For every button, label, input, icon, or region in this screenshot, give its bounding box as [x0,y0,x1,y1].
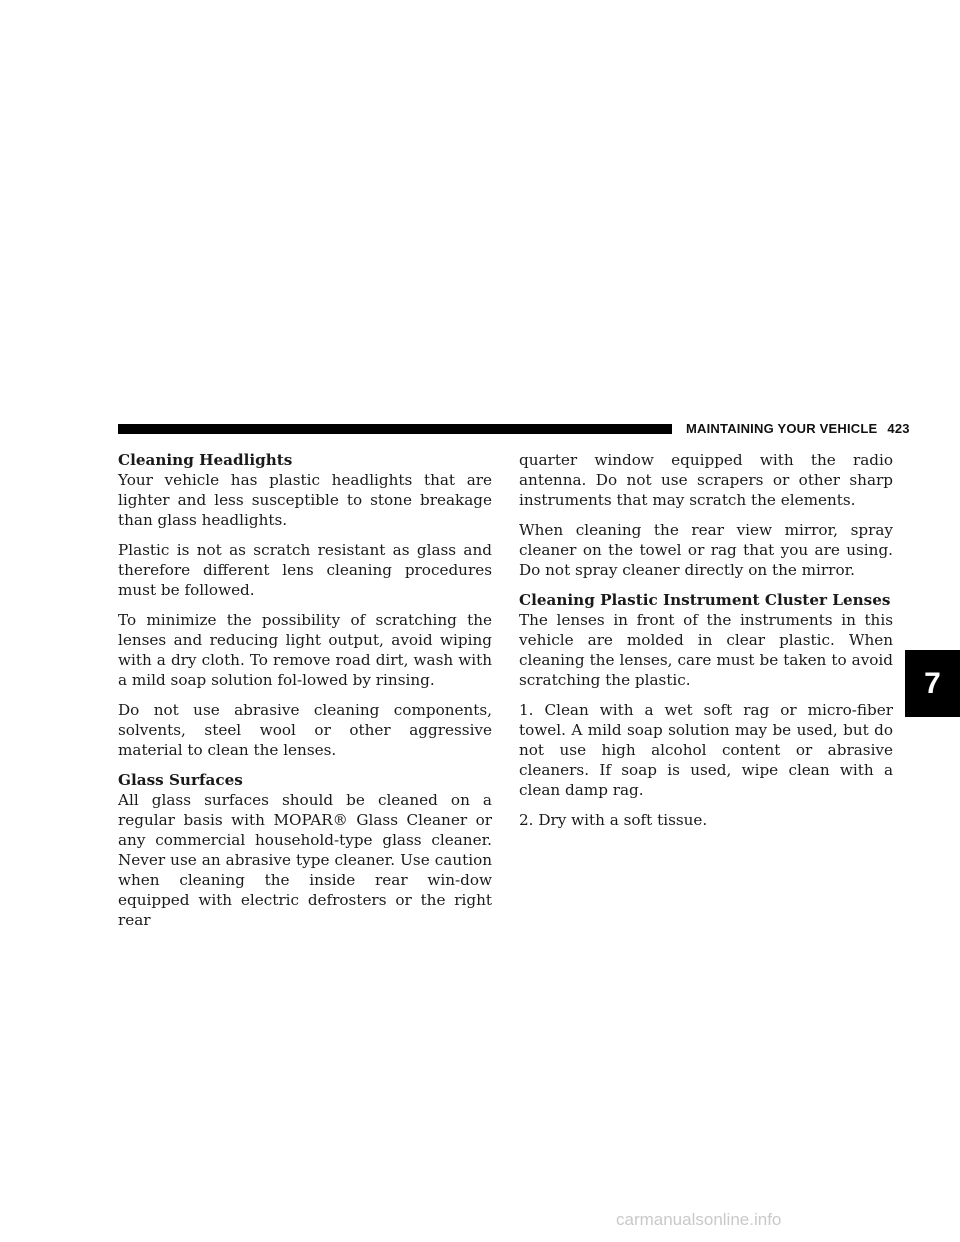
paragraph: Plastic is not as scratch resistant as glass and therefore different lens cleaning procedures must be followed. [118,541,492,599]
paragraph: The lenses in front of the instruments in this vehicle are molded in clear plastic. When cleaning the lenses, care must be taken to avoid scratching the plastic. [519,611,893,689]
heading-cleaning-plastic-lenses: Cleaning Plastic Instrument Cluster Lenses [519,591,891,609]
paragraph: 2. Dry with a soft tissue. [519,811,708,829]
left-column [118,450,492,940]
paragraph: 1. Clean with a wet soft rag or micro-fiber towel. A mild soap solution may be used, but do not use high alcohol content or abrasive cleaners. If soap is used, wipe clean with a clean damp rag. [519,701,893,799]
paragraph: To minimize the possibility of scratching the lenses and reducing light output, avoid wiping with a dry cloth. To remove road dirt, wash with a mild soap solution fol-lowed by rinsing. [118,611,492,689]
chapter-tab: 7 [905,650,960,717]
heading-cleaning-headlights: Cleaning Headlights [118,451,293,469]
section-title: MAINTAINING YOUR VEHICLE [686,421,878,436]
watermark: carmanualsonline.info [616,1210,782,1229]
paragraph: quarter window equipped with the radio antenna. Do not use scrapers or other sharp instruments that may scratch the elements. [519,451,893,509]
right-column [519,450,893,840]
paragraph: All glass surfaces should be cleaned on a regular basis with MOPAR® Glass Cleaner or any commercial household-type glass cleaner. Never use an abrasive type cleaner. Use caution when cleaning the inside rear win-dow equipped with electric defrosters or the right rear [118,791,492,929]
running-header [686,421,910,436]
heading-glass-surfaces: Glass Surfaces [118,771,243,789]
paragraph: Do not use abrasive cleaning components, solvents, steel wool or other aggressive material to clean the lenses. [118,701,492,759]
page-number: 423 [887,421,910,436]
paragraph: When cleaning the rear view mirror, spray cleaner on the towel or rag that you are using. Do not spray cleaner directly on the mirror. [519,521,893,579]
paragraph: Your vehicle has plastic headlights that are lighter and less susceptible to stone breakage than glass headlights. [118,471,492,529]
header-rule [118,424,672,434]
